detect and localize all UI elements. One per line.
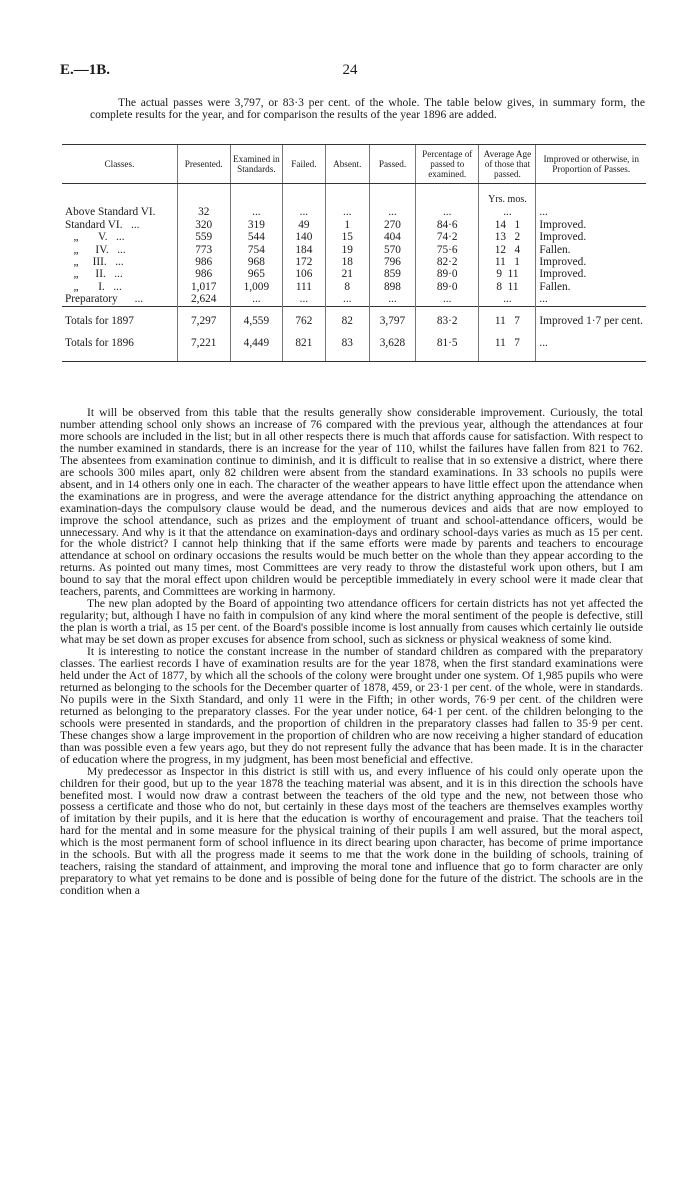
cell-absent: 82 [325, 306, 369, 329]
page-number: 24 [342, 62, 358, 78]
body-paragraph: It is interesting to notice the constant increase in the number of standard children as compared with the preparatory classes. The earliest records I have of examination results are for the year 1878, when the first standard examinations were held under the Act of 1877, by which all the schools of the colony were brought under one system. Of 1,985 pupils who were returned as belonging to the schools for the December quarter of 1878, 459, or 23·1 per cent. of the whole, were in standards. No pupils were in the Sixth Standard, and only 11 were in the Fifth; in other words, 76·9 per cent. of the children were returned as belonging to the preparatory classes. For the year under notice, 64·1 per cent. of the children belonging to the schools were presented in standards, and the proportion of children in the preparatory classes had fallen to 35·9 per cent. These changes show a large improvement in the proportion of children who are now receiving a higher standard of education than was possible even a few years ago, but they do not represent fully the advance that has been made. It is in the character of education where the progress, in my judgment, has been most beneficial and effective. [60, 645, 643, 766]
cell-cls: Totals for 1897 [62, 306, 177, 329]
body-paragraph: It will be observed from this table that the results generally show considerable improvement. Curiously, the total number attending school only shows an increase of 76 compared with the previous year, although the attendances at four more schools are included in the list; but in all other respects there is much that affords cause for satisfaction. With respect to the number examined in standards, there is an increase for the year of 110, whilst the failures have fallen from 821 to 762. The absentees from examination continue to diminish, and it is difficult to realise that in so extensive a district, where there are schools 300 miles apart, only 82 children were absent from the standard examinations. In 33 schools no pupils were absent, and in 14 others only one in each. The character of the weather appears to have little effect upon the attendance when the examinations are in progress, and were the average attendance for the district anything approaching the attendance on examination-days the compulsory clause would be dead, and the numerous devices and aids that are now employed to improve the school attendance, such as prizes and the employment of truant and school-attendance officers, would be unnecessary. And why is it that the attendance on examination-days and ordinary school-days varies as much as 15 per cent. for the whole district? I cannot help thinking that if the same efforts were made by parents and teachers to encourage attendance at school on ordinary occasions the results would be much better on the whole than they appear according to the returns. As pointed out many times, most Committees are very ready to throw the distasteful work upon others, but I am bound to say that the moral effect upon children would be perceptible immediately in every school were it made clear that teachers, parents, and Committees are working in harmony. [60, 406, 643, 599]
cell-failed: 49 [283, 219, 325, 231]
cell-failed: 762 [283, 306, 325, 329]
table-row [62, 281, 646, 293]
cell-cls: „ I. ... [65, 280, 122, 293]
cell-age: 12 4 [479, 244, 536, 256]
cell-examined: ... [230, 206, 283, 218]
examination-results-table [62, 144, 646, 362]
cell-pct: ... [416, 293, 479, 306]
cell-passed: 270 [369, 219, 415, 231]
cell-passed: 3,797 [369, 306, 415, 329]
table-header-row [62, 145, 646, 184]
cell-examined: 968 [230, 256, 283, 268]
cell-age: 11 1 [479, 256, 536, 268]
cell-presented: 7,297 [177, 306, 230, 329]
cell-pct: 75·6 [416, 244, 479, 256]
table-row [62, 219, 646, 231]
cell-pct: 82·2 [416, 256, 479, 268]
cell-improved: ... [536, 293, 646, 306]
cell-cls: „ IV. ... [65, 243, 126, 256]
cell-passed: 859 [369, 268, 415, 280]
cell-age: 11 7 [479, 306, 536, 329]
cell-presented: 320 [177, 219, 230, 231]
cell-passed: 3,628 [369, 329, 415, 362]
cell-pct: 89·0 [416, 281, 479, 293]
cell-examined: ... [230, 293, 283, 306]
cell-absent: 15 [325, 231, 369, 243]
cell-improved: ... [536, 329, 646, 362]
table-row [62, 293, 646, 306]
cell-absent: 19 [325, 244, 369, 256]
cell-presented: 32 [177, 206, 230, 218]
cell-absent: 1 [325, 219, 369, 231]
cell-improved: Improved 1·7 per cent. [536, 306, 646, 329]
age-units-label: Yrs. mos. [479, 184, 536, 207]
col-absent: Absent. [325, 145, 369, 184]
age-units-row [62, 184, 646, 207]
col-improved: Improved or otherwise, in Proportion of Passes. [536, 145, 646, 184]
table-row [62, 231, 646, 243]
col-classes: Classes. [62, 145, 177, 184]
cell-absent: ... [325, 206, 369, 218]
cell-presented: 773 [177, 244, 230, 256]
cell-cls: Preparatory ... [65, 293, 144, 306]
table-row [62, 256, 646, 268]
cell-failed: 821 [283, 329, 325, 362]
cell-failed: ... [283, 206, 325, 218]
col-percentage: Percentage of passed to examined. [416, 145, 479, 184]
table-row [62, 244, 646, 256]
cell-passed: 898 [369, 281, 415, 293]
intro-paragraph [90, 97, 645, 122]
table-row [62, 206, 646, 218]
cell-examined: 544 [230, 231, 283, 243]
cell-age: 8 11 [479, 281, 536, 293]
cell-cls: Standard VI. ... [65, 218, 140, 231]
cell-failed: ... [283, 293, 325, 306]
cell-age: ... [479, 293, 536, 306]
cell-improved: Improved. [536, 231, 646, 243]
cell-pct: 83·2 [416, 306, 479, 329]
cell-passed: 796 [369, 256, 415, 268]
cell-absent: 21 [325, 268, 369, 280]
cell-pct: 74·2 [416, 231, 479, 243]
cell-presented: 2,624 [177, 293, 230, 306]
cell-presented: 1,017 [177, 281, 230, 293]
cell-failed: 106 [283, 268, 325, 280]
cell-cls: Totals for 1896 [62, 329, 177, 362]
cell-presented: 986 [177, 268, 230, 280]
cell-absent: 8 [325, 281, 369, 293]
cell-age: 11 7 [479, 329, 536, 362]
cell-examined: 4,449 [230, 329, 283, 362]
cell-examined: 965 [230, 268, 283, 280]
cell-absent: ... [325, 293, 369, 306]
cell-failed: 184 [283, 244, 325, 256]
cell-presented: 986 [177, 256, 230, 268]
cell-improved: Fallen. [536, 281, 646, 293]
intro-text: The actual passes were 3,797, or 83·3 per cent. of the whole. The table below gives, in summary form, the complete results for the year, and for comparison the results of the year 1896 are added. [90, 96, 645, 122]
cell-cls: „ V. ... [65, 231, 125, 244]
cell-improved: Improved. [536, 268, 646, 280]
cell-examined: 1,009 [230, 281, 283, 293]
col-passed: Passed. [369, 145, 415, 184]
col-examined: Examined in Standards. [230, 145, 283, 184]
report-body [60, 407, 643, 897]
cell-absent: 83 [325, 329, 369, 362]
cell-age: 14 1 [479, 219, 536, 231]
col-failed: Failed. [283, 145, 325, 184]
cell-failed: 111 [283, 281, 325, 293]
cell-passed: 570 [369, 244, 415, 256]
cell-presented: 7,221 [177, 329, 230, 362]
cell-passed: 404 [369, 231, 415, 243]
cell-passed: ... [369, 293, 415, 306]
cell-improved: Improved. [536, 219, 646, 231]
col-presented: Presented. [177, 145, 230, 184]
cell-cls: „ II. ... [65, 268, 123, 281]
cell-presented: 559 [177, 231, 230, 243]
cell-pct: 84·6 [416, 219, 479, 231]
cell-improved: ... [536, 206, 646, 218]
cell-age: 9 11 [479, 268, 536, 280]
document-reference: E.—1B. [60, 62, 111, 78]
cell-cls: „ III. ... [65, 256, 124, 269]
cell-cls: Above Standard VI. [65, 206, 156, 219]
cell-failed: 140 [283, 231, 325, 243]
cell-examined: 754 [230, 244, 283, 256]
page-header [60, 62, 640, 82]
cell-improved: Fallen. [536, 244, 646, 256]
body-paragraph: My predecessor as Inspector in this district is still with us, and every influence of his could only operate upon the children for their good, but up to the year 1878 the teaching material was absent, and it is in this direction the schools have benefited most. I would now draw a contrast between the teachers of the old type and the new, not between those who possess a certificate and those who do not, but certainly in these days most of the teachers are themselves examples worthy of imitation by their pupils, and it is here that the education is worthy of encouragement and praise. That the teachers toil hard for the mental and in some measure for the physical training of their pupils I am well assured, but the moral aspect, which is the most permanent form of school influence in its direct bearing upon character, has become of prime importance in the schools. But with all the progress made it seems to me that the work done in the building of schools, training of teachers, raising the standard of attainment, and improving the moral tone and influence that go to form character are only preparatory to what yet remains to be done and is possible of being done for the future of the district. The schools are in the condition when a [60, 764, 643, 898]
totals-row [62, 306, 646, 329]
cell-age: 13 2 [479, 231, 536, 243]
cell-pct: 89·0 [416, 268, 479, 280]
table-row [62, 268, 646, 280]
totals-row [62, 329, 646, 362]
col-average-age: Average Age of those that passed. [479, 145, 536, 184]
cell-pct: ... [416, 206, 479, 218]
cell-age: ... [479, 206, 536, 218]
cell-examined: 4,559 [230, 306, 283, 329]
cell-examined: 319 [230, 219, 283, 231]
cell-passed: ... [369, 206, 415, 218]
cell-pct: 81·5 [416, 329, 479, 362]
cell-failed: 172 [283, 256, 325, 268]
cell-absent: 18 [325, 256, 369, 268]
cell-improved: Improved. [536, 256, 646, 268]
body-paragraph: The new plan adopted by the Board of appointing two attendance officers for certain districts has not yet affected the regularity; but, although I have no faith in compulsion of any kind where the moral sentiment of the people is defective, still the plan is worth a trial, as 15 per cent. of the Board's possible income is lost annually from causes which certainly lie outside what may be set down as proper excuses for absence from school, such as sickness or physical weakness of some kind. [60, 597, 643, 647]
